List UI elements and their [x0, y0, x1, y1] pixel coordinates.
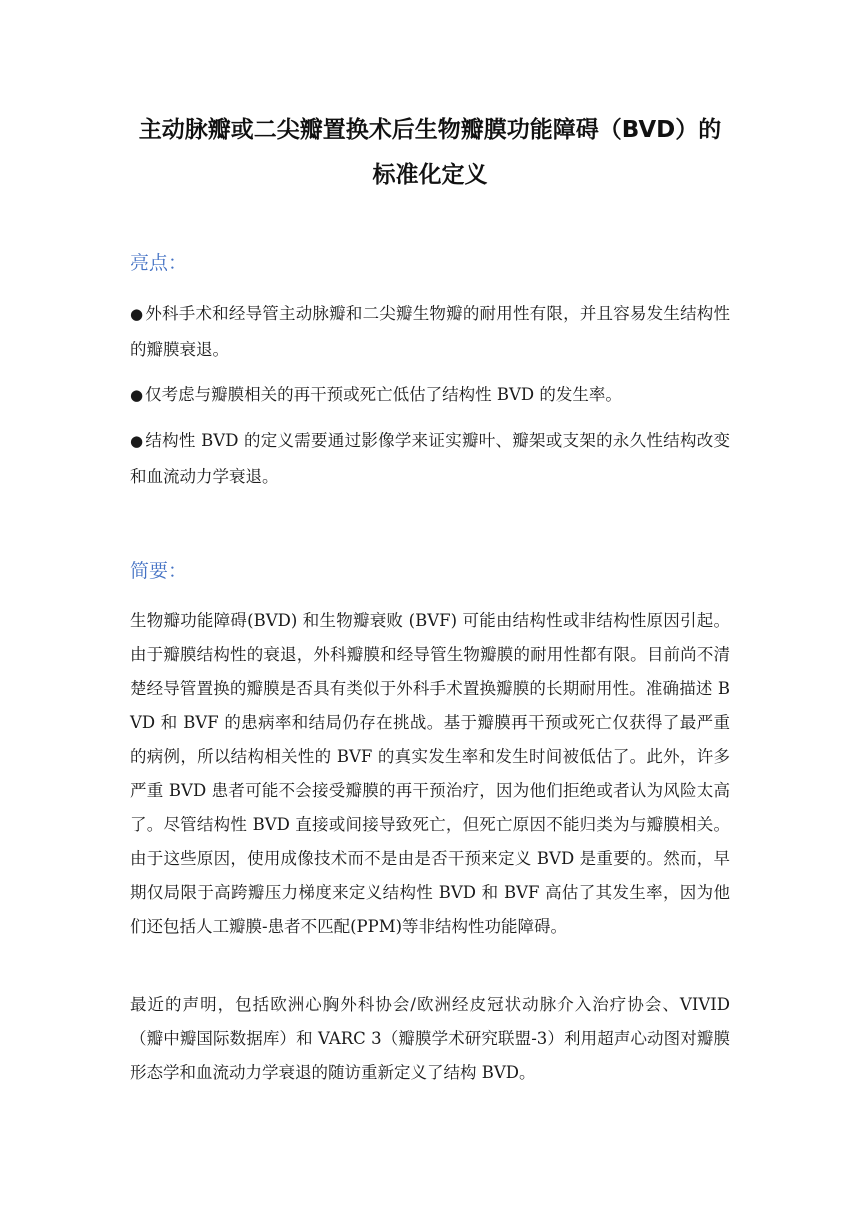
highlight-item — [130, 423, 730, 494]
bullet-icon: ● — [130, 305, 144, 323]
summary-paragraph: 生物瓣功能障碍(BVD) 和生物瓣衰败 (BVF) 可能由结构性或非结构性原因引起。由于瓣膜结构性的衰退，外科瓣膜和经导管生物瓣膜的耐用性都有限。目前尚不清楚经导管置换的瓣膜是否具有类似于外科手术置换瓣膜的长期耐用性。准确描述 BVD 和 BVF 的患病率和结局仍存在挑战。基于瓣膜再干预或死亡仅获得了最严重的病例，所以结构相关性的 BVF 的真实发生率和发生时间被低估了。此外，许多严重 BVD 患者可能不会接受瓣膜的再干预治疗，因为他们拒绝或者认为风险太高了。尽管结构性 BVD 直接或间接导致死亡，但死亡原因不能归类为与瓣膜相关。由于这些原因，使用成像技术而不是由是否干预来定义 BVD 是重要的。然而，早期仅局限于高跨瓣压力梯度来定义结构性 BVD 和 BVF 高估了其发生率，因为他们还包括人工瓣膜-患者不匹配(PPM)等非结构性功能障碍。 — [130, 611, 730, 936]
highlight-text: 仅考虑与瓣膜相关的再干预或死亡低估了结构性 BVD 的发生率。 — [145, 385, 622, 404]
highlights-heading: 亮点： — [130, 252, 188, 274]
bullet-icon: ● — [130, 386, 144, 404]
summary-paragraph: 最近的声明，包括欧洲心胸外科协会/欧洲经皮冠状动脉介入治疗协会、VIVID（瓣中瓣国际数据库）和 VARC 3（瓣膜学术研究联盟-3）利用超声心动图对瓣膜形态学和血流动力学衰退的随访重新定义了结构 BVD。 — [130, 995, 730, 1082]
highlight-text: 外科手术和经导管主动脉瓣和二尖瓣生物瓣的耐用性有限，并且容易发生结构性的瓣膜衰退。 — [130, 304, 731, 359]
highlight-text: 结构性 BVD 的定义需要通过影像学来证实瓣叶、瓣架或支架的永久性结构改变和血流动力学衰退。 — [130, 431, 730, 486]
highlight-item — [130, 296, 730, 367]
highlight-item — [130, 377, 730, 413]
bullet-icon: ● — [130, 432, 144, 450]
summary-heading: 简要： — [130, 560, 188, 582]
document-title: 主动脉瓣或二尖瓣置换术后生物瓣膜功能障碍（BVD）的标准化定义 — [138, 117, 722, 188]
